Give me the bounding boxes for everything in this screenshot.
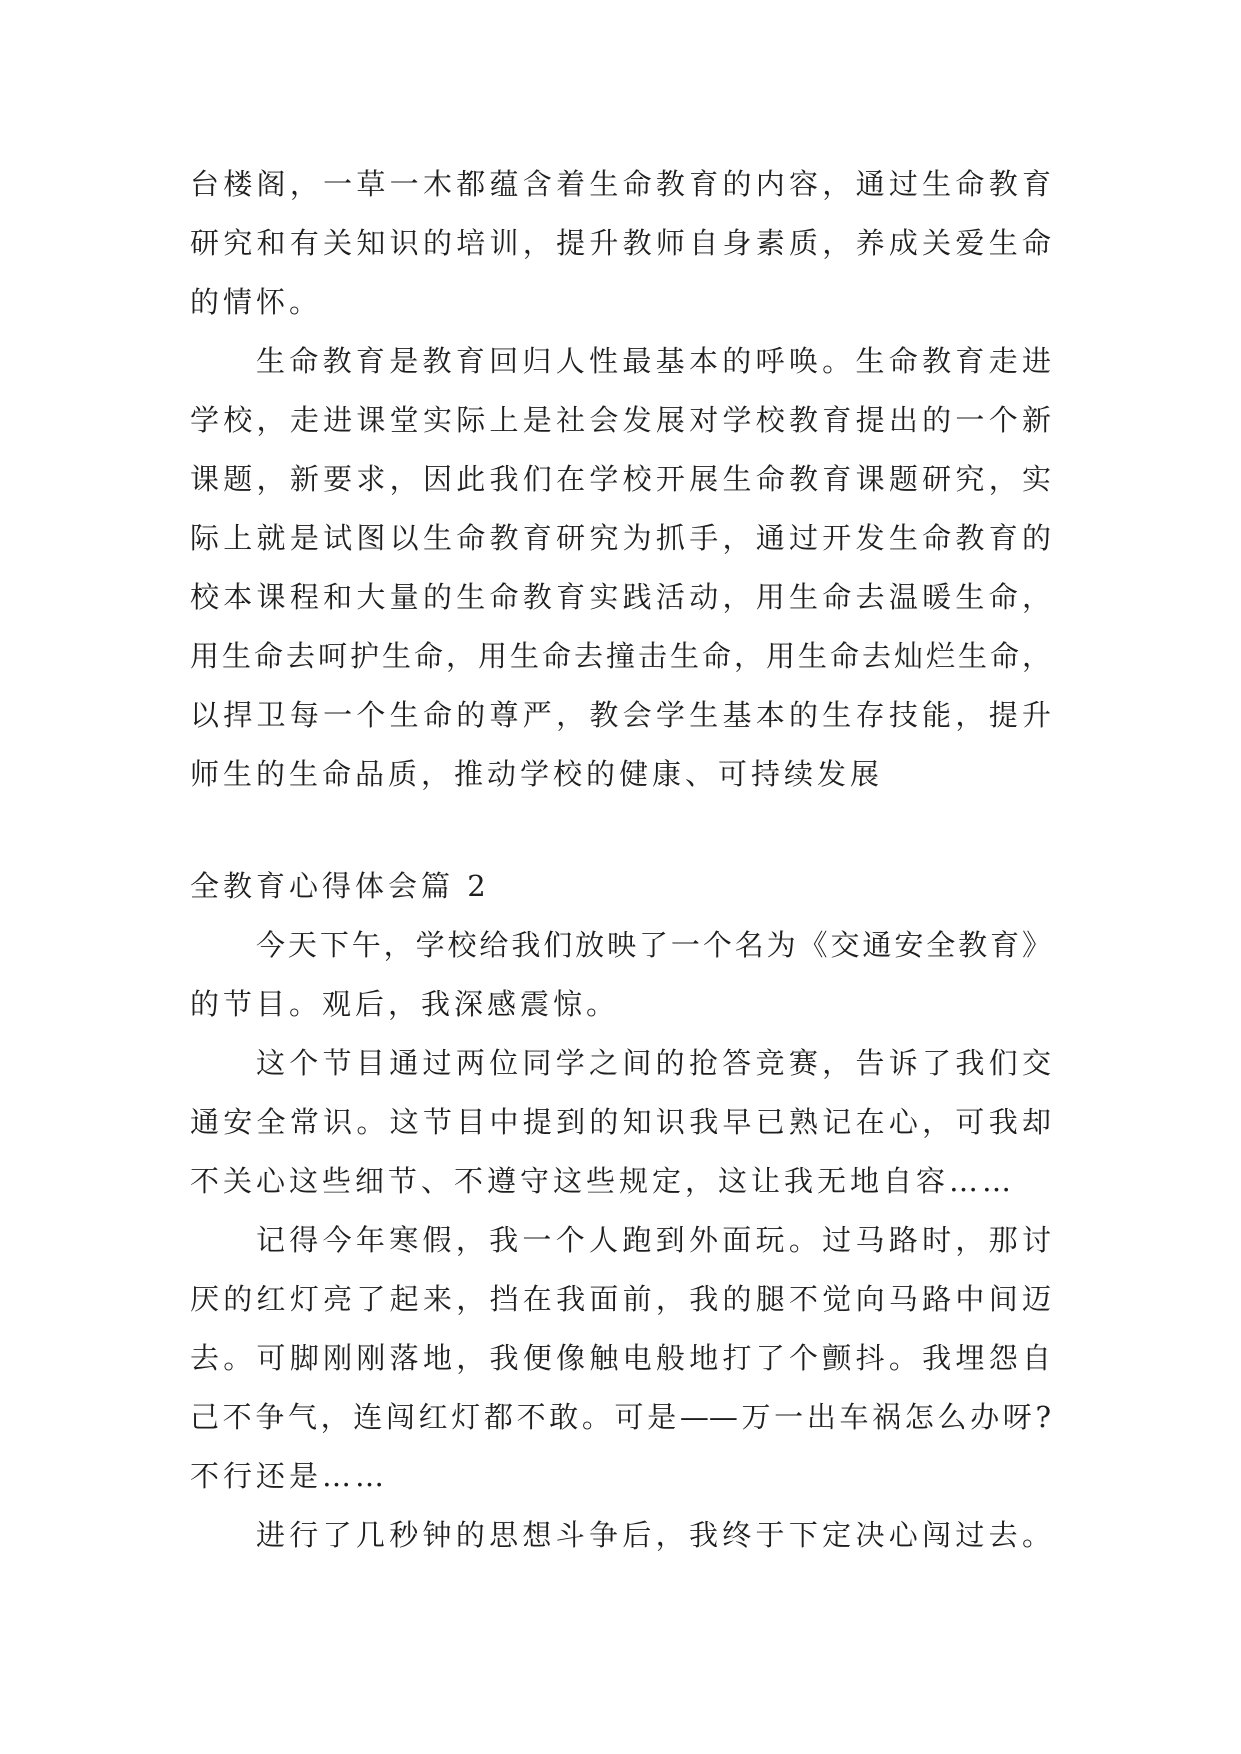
text-line: 的情怀。 [190, 285, 323, 319]
text-line: 生命教育是教育回归人性最基本的呼唤。生命教育走进 [256, 344, 1051, 378]
section-heading: 全教育心得体会篇 2 [190, 869, 490, 903]
text-line: 的节目。观后，我深感震惊。 [190, 987, 620, 1021]
text-line: 己不争气，连闯红灯都不敢。可是——万一出车祸怎么办呀? [190, 1400, 1051, 1434]
text-line: 不关心这些细节、不遵守这些规定，这让我无地自容…… [190, 1164, 1016, 1198]
text-line: 师生的生命品质，推动学校的健康、可持续发展 [190, 757, 884, 791]
text-line: 记得今年寒假，我一个人跑到外面玩。过马路时，那讨 [256, 1223, 1051, 1257]
paragraph [190, 155, 1051, 332]
text-line: 研究和有关知识的培训，提升教师自身素质，养成关爱生命 [190, 226, 1051, 260]
text-line: 用生命去呵护生命，用生命去撞击生命，用生命去灿烂生命， [190, 639, 1051, 673]
text-line: 不行还是…… [190, 1459, 389, 1493]
text-line: 台楼阁，一草一木都蕴含着生命教育的内容，通过生命教育 [190, 167, 1051, 201]
text-line: 通安全常识。这节目中提到的知识我早已熟记在心，可我却 [190, 1105, 1051, 1139]
text-line: 厌的红灯亮了起来，挡在我面前，我的腿不觉向马路中间迈 [190, 1282, 1051, 1316]
text-line: 进行了几秒钟的思想斗争后，我终于下定决心闯过去。 [256, 1518, 1051, 1552]
text-line: 课题，新要求，因此我们在学校开展生命教育课题研究，实 [190, 462, 1051, 496]
text-line: 去。可脚刚刚落地，我便像触电般地打了个颤抖。我埋怨自 [190, 1341, 1051, 1375]
paragraph [190, 916, 1051, 1034]
text-line: 际上就是试图以生命教育研究为抓手，通过开发生命教育的 [190, 521, 1051, 555]
text-line: 今天下午，学校给我们放映了一个名为《交通安全教育》 [256, 928, 1051, 962]
text-line: 以捍卫每一个生命的尊严，教会学生基本的生存技能，提升 [190, 698, 1051, 732]
paragraph [190, 1211, 1051, 1506]
text-line: 学校，走进课堂实际上是社会发展对学校教育提出的一个新 [190, 403, 1051, 437]
document-page [190, 155, 1051, 1565]
text-line: 校本课程和大量的生命教育实践活动，用生命去温暖生命， [190, 580, 1051, 614]
paragraph [190, 1506, 1051, 1565]
paragraph [190, 332, 1051, 804]
paragraph [190, 1034, 1051, 1211]
text-line: 这个节目通过两位同学之间的抢答竞赛，告诉了我们交 [256, 1046, 1051, 1080]
